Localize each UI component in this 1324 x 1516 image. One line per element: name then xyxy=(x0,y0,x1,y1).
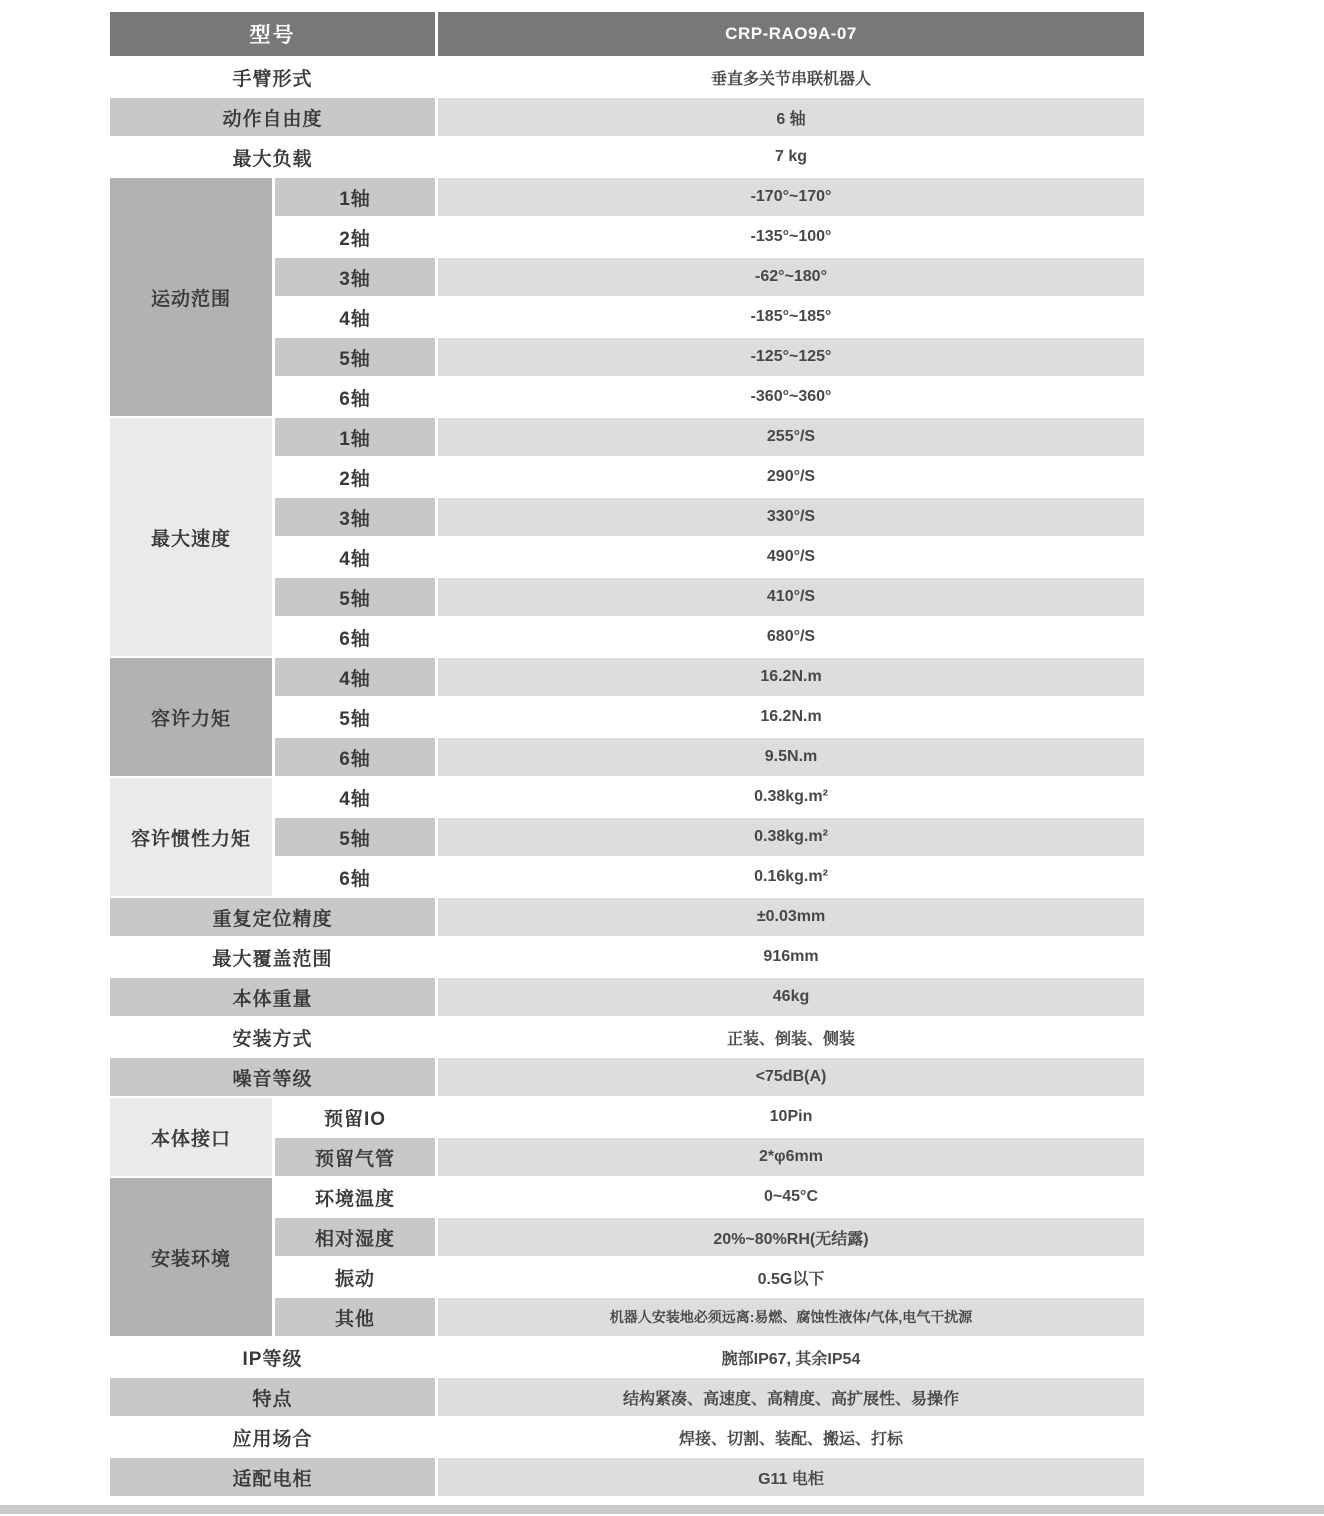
table-row xyxy=(110,658,1144,696)
table-row xyxy=(110,978,1144,1016)
header-row xyxy=(110,12,1144,56)
row-sublabel-cell: 环境温度 xyxy=(275,1178,435,1216)
row-value-cell: 410°/S xyxy=(438,578,1144,616)
row-value-cell: 9.5N.m xyxy=(438,738,1144,776)
row-value-cell: -125°~125° xyxy=(438,338,1144,376)
spec-table xyxy=(107,10,1147,1498)
table-row xyxy=(110,778,1144,816)
row-value-cell: 916mm xyxy=(438,938,1144,976)
row-sublabel-cell: 6轴 xyxy=(275,858,435,896)
row-value-cell: 焊接、切割、装配、搬运、打标 xyxy=(438,1418,1144,1456)
row-label-cell: 最大负载 xyxy=(110,138,435,176)
row-sublabel-cell: 6轴 xyxy=(275,378,435,416)
table-row xyxy=(110,1058,1144,1096)
row-value-cell: 机器人安装地必须远离:易燃、腐蚀性液体/气体,电气干扰源 xyxy=(438,1298,1144,1336)
row-value-cell: 10Pin xyxy=(438,1098,1144,1136)
row-label-cell: 应用场合 xyxy=(110,1418,435,1456)
group-cell: 本体接口 xyxy=(110,1098,272,1176)
row-sublabel-cell: 4轴 xyxy=(275,298,435,336)
row-value-cell: 16.2N.m xyxy=(438,658,1144,696)
bottom-bar xyxy=(0,1505,1324,1514)
row-value-cell: 290°/S xyxy=(438,458,1144,496)
row-sublabel-cell: 2轴 xyxy=(275,458,435,496)
group-cell: 安装环境 xyxy=(110,1178,272,1336)
row-sublabel-cell: 4轴 xyxy=(275,658,435,696)
model-label: 型号 xyxy=(110,12,435,56)
row-value-cell: G11 电柜 xyxy=(438,1458,1144,1496)
group-cell: 最大速度 xyxy=(110,418,272,656)
table-row xyxy=(110,898,1144,936)
row-label-cell: 噪音等级 xyxy=(110,1058,435,1096)
row-sublabel-cell: 1轴 xyxy=(275,418,435,456)
row-value-cell: 680°/S xyxy=(438,618,1144,656)
spec-table-body xyxy=(110,58,1144,1496)
row-sublabel-cell: 6轴 xyxy=(275,618,435,656)
row-sublabel-cell: 其他 xyxy=(275,1298,435,1336)
row-label-cell: 安装方式 xyxy=(110,1018,435,1056)
model-value: CRP-RAO9A-07 xyxy=(438,12,1144,56)
row-sublabel-cell: 4轴 xyxy=(275,778,435,816)
row-label-cell: 特点 xyxy=(110,1378,435,1416)
row-sublabel-cell: 相对湿度 xyxy=(275,1218,435,1256)
row-value-cell: <75dB(A) xyxy=(438,1058,1144,1096)
row-sublabel-cell: 5轴 xyxy=(275,698,435,736)
row-value-cell: 255°/S xyxy=(438,418,1144,456)
row-value-cell: ±0.03mm xyxy=(438,898,1144,936)
row-value-cell: -185°~185° xyxy=(438,298,1144,336)
row-sublabel-cell: 5轴 xyxy=(275,578,435,616)
table-row xyxy=(110,1338,1144,1376)
table-row xyxy=(110,938,1144,976)
row-sublabel-cell: 5轴 xyxy=(275,818,435,856)
row-value-cell: 0.38kg.m² xyxy=(438,818,1144,856)
row-value-cell: 6 轴 xyxy=(438,98,1144,136)
row-value-cell: 腕部IP67, 其余IP54 xyxy=(438,1338,1144,1376)
row-sublabel-cell: 2轴 xyxy=(275,218,435,256)
row-sublabel-cell: 5轴 xyxy=(275,338,435,376)
row-value-cell: 7 kg xyxy=(438,138,1144,176)
row-sublabel-cell: 预留气管 xyxy=(275,1138,435,1176)
row-value-cell: 垂直多关节串联机器人 xyxy=(438,58,1144,96)
table-row xyxy=(110,178,1144,216)
row-value-cell: 20%~80%RH(无结露) xyxy=(438,1218,1144,1256)
row-value-cell: 0~45°C xyxy=(438,1178,1144,1216)
row-value-cell: -360°~360° xyxy=(438,378,1144,416)
row-value-cell: 330°/S xyxy=(438,498,1144,536)
row-label-cell: IP等级 xyxy=(110,1338,435,1376)
row-label-cell: 动作自由度 xyxy=(110,98,435,136)
table-row xyxy=(110,418,1144,456)
table-row xyxy=(110,1458,1144,1496)
table-row xyxy=(110,1098,1144,1136)
row-value-cell: 490°/S xyxy=(438,538,1144,576)
table-row xyxy=(110,1378,1144,1416)
row-sublabel-cell: 3轴 xyxy=(275,498,435,536)
row-value-cell: 46kg xyxy=(438,978,1144,1016)
table-row xyxy=(110,138,1144,176)
row-sublabel-cell: 6轴 xyxy=(275,738,435,776)
group-cell: 容许惯性力矩 xyxy=(110,778,272,896)
row-label-cell: 手臂形式 xyxy=(110,58,435,96)
row-value-cell: 0.5G以下 xyxy=(438,1258,1144,1296)
row-label-cell: 重复定位精度 xyxy=(110,898,435,936)
row-label-cell: 本体重量 xyxy=(110,978,435,1016)
row-label-cell: 适配电柜 xyxy=(110,1458,435,1496)
row-sublabel-cell: 振动 xyxy=(275,1258,435,1296)
table-row xyxy=(110,1018,1144,1056)
group-cell: 运动范围 xyxy=(110,178,272,416)
row-sublabel-cell: 3轴 xyxy=(275,258,435,296)
row-sublabel-cell: 4轴 xyxy=(275,538,435,576)
row-sublabel-cell: 预留IO xyxy=(275,1098,435,1136)
row-sublabel-cell: 1轴 xyxy=(275,178,435,216)
row-value-cell: 正装、倒装、侧装 xyxy=(438,1018,1144,1056)
row-value-cell: -135°~100° xyxy=(438,218,1144,256)
row-value-cell: -62°~180° xyxy=(438,258,1144,296)
table-row xyxy=(110,98,1144,136)
table-row xyxy=(110,1418,1144,1456)
row-value-cell: 16.2N.m xyxy=(438,698,1144,736)
row-value-cell: 0.16kg.m² xyxy=(438,858,1144,896)
row-label-cell: 最大覆盖范围 xyxy=(110,938,435,976)
row-value-cell: 2*φ6mm xyxy=(438,1138,1144,1176)
table-row xyxy=(110,1178,1144,1216)
row-value-cell: 结构紧凑、高速度、高精度、高扩展性、易操作 xyxy=(438,1378,1144,1416)
row-value-cell: 0.38kg.m² xyxy=(438,778,1144,816)
row-value-cell: -170°~170° xyxy=(438,178,1144,216)
group-cell: 容许力矩 xyxy=(110,658,272,776)
table-row xyxy=(110,58,1144,96)
